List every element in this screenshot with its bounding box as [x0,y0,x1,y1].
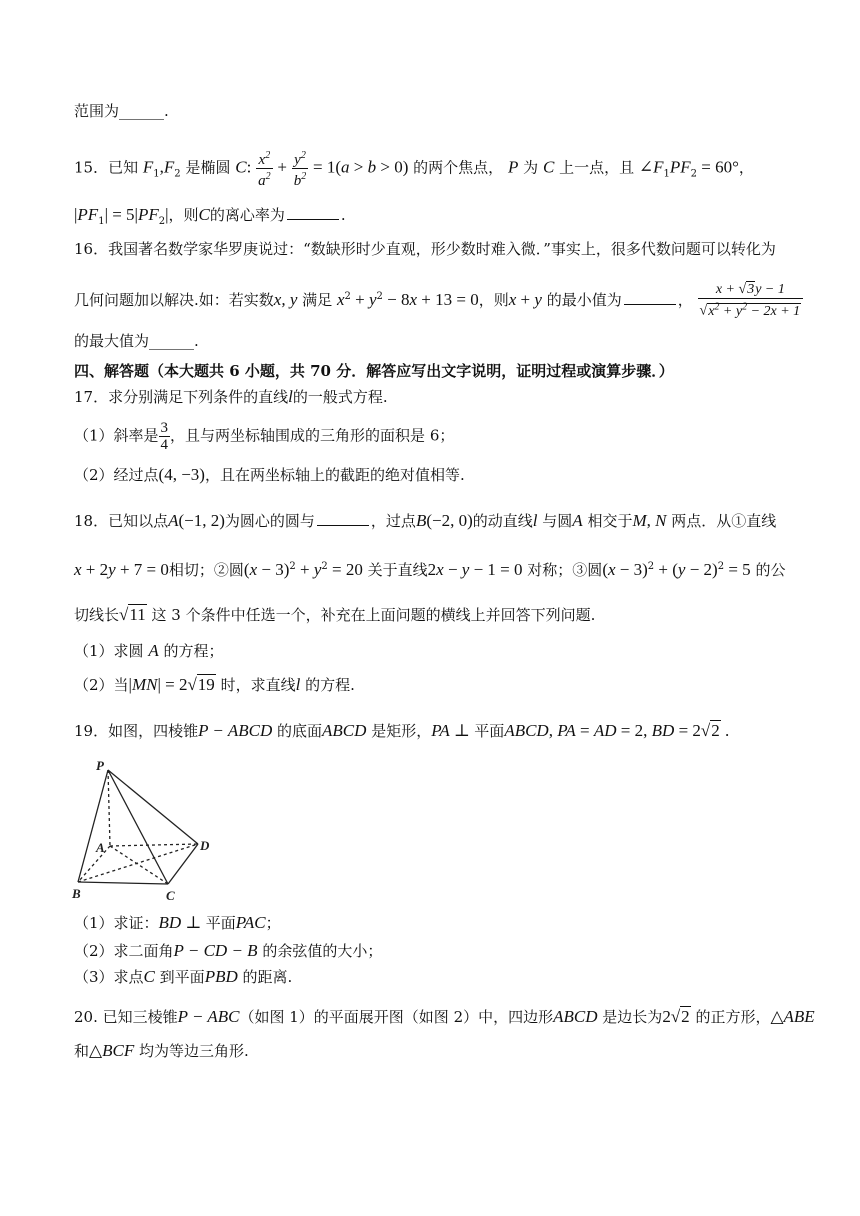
question-16-line1: 16．我国著名数学家华罗庚说过：“数缺形时少直观，形少数时难入微．”事实上，很多代数问题可以转化为 [74,240,776,258]
question-17-part1: （1）斜率是 $\frac{3}{4}$ ，且与两坐标轴围成的三角形的面积是 6； [74,420,455,453]
question-18-line2: x + 2y + 7 = 0相切；②圆$(x - 3)^2 + y^2 = 20$ 关于直线2x − y − 1 = 0 对称；③圆$(x - 3)^2 + (y - 2)^2 = 5$ 的公 [74,560,786,579]
question-15-line1: 15．已知 $F_1,F_2$ 是椭圆 C: $\frac{x^2}{a^2}$ + $\frac{y^2}{b^2}$ = 1(a > b > 0) 的两个焦点， P 为 C 上一点，且 $\angle F_1PF_2 = 60^\circ$， [74,150,754,189]
edge-PA [108,770,110,846]
edge-BC [78,882,168,884]
question-19-part1: （1）求证：BD ⊥ 平面PAC； [74,913,281,932]
edge-CD [168,844,198,884]
question-17-part2: （2）经过点(4, −3)，且在两坐标轴上的截距的绝对值相等. [74,465,465,484]
pyramid-figure [70,760,220,905]
question-18-line3: 切线长√11 这 3 个条件中任选一个，补充在上面问题的横线上并回答下列问题. [74,605,596,624]
label-C: C [166,888,175,903]
label-A: A [96,840,105,855]
label-D: D [200,838,210,853]
question-16-line2: 几何问题加以解决.如：若实数x, y 满足 $x^2 + y^2 - 8x + 13 = 0$，则x + y 的最小值为 ， $\frac{x + √3y - 1}{√x^2 + y^2 - 2x + 1}$ [74,282,790,320]
question-18-part1: （1）求圆 A 的方程； [74,641,224,660]
question-16-line3: 的最大值为______. [74,332,199,350]
question-19-part2: （2）求二面角P − CD − B 的余弦值的大小； [74,941,383,960]
section-heading: 四、解答题（本大题共 6 小题，共 70 分．解答应写出文字说明，证明过程或演算步骤．） [74,362,674,380]
q14-tail: 范围为______. [74,102,169,120]
edge-PC [108,770,168,884]
question-17-line1: 17．求分别满足下列条件的直线l的一般式方程. [74,387,388,406]
question-20-line1: 20. 已知三棱锥P − ABC（如图 1）的平面展开图（如图 2）中，四边形ABCD 是边长为2√2 的正方形，△ABE [74,1007,815,1026]
label-P: P [96,760,104,773]
edge-AD [110,844,198,846]
question-18-line1: 18．已知以点A(−1, 2)为圆心的圆与 ，过点B(−2, 0)的动直线l 与圆A 相交于M, N 两点．从①直线 [74,511,777,530]
label-B: B [72,886,81,901]
question-18-part2: （2）当|MN| = 2√19 时，求直线l 的方程. [74,675,355,694]
question-20-line2: 和△BCF 均为等边三角形. [74,1041,249,1060]
edge-PD [108,770,198,844]
question-15-line2: $|PF_1| = 5|PF_2|$，则C的离心率为 . [74,205,346,227]
question-19-part3: （3）求点C 到平面PBD 的距离. [74,967,293,986]
edge-AC [110,846,168,884]
question-19-line1: 19．如图，四棱锥P − ABCD 的底面ABCD 是矩形，PA ⊥ 平面ABCD, PA = AD = 2, BD = 2√2 . [74,721,730,740]
